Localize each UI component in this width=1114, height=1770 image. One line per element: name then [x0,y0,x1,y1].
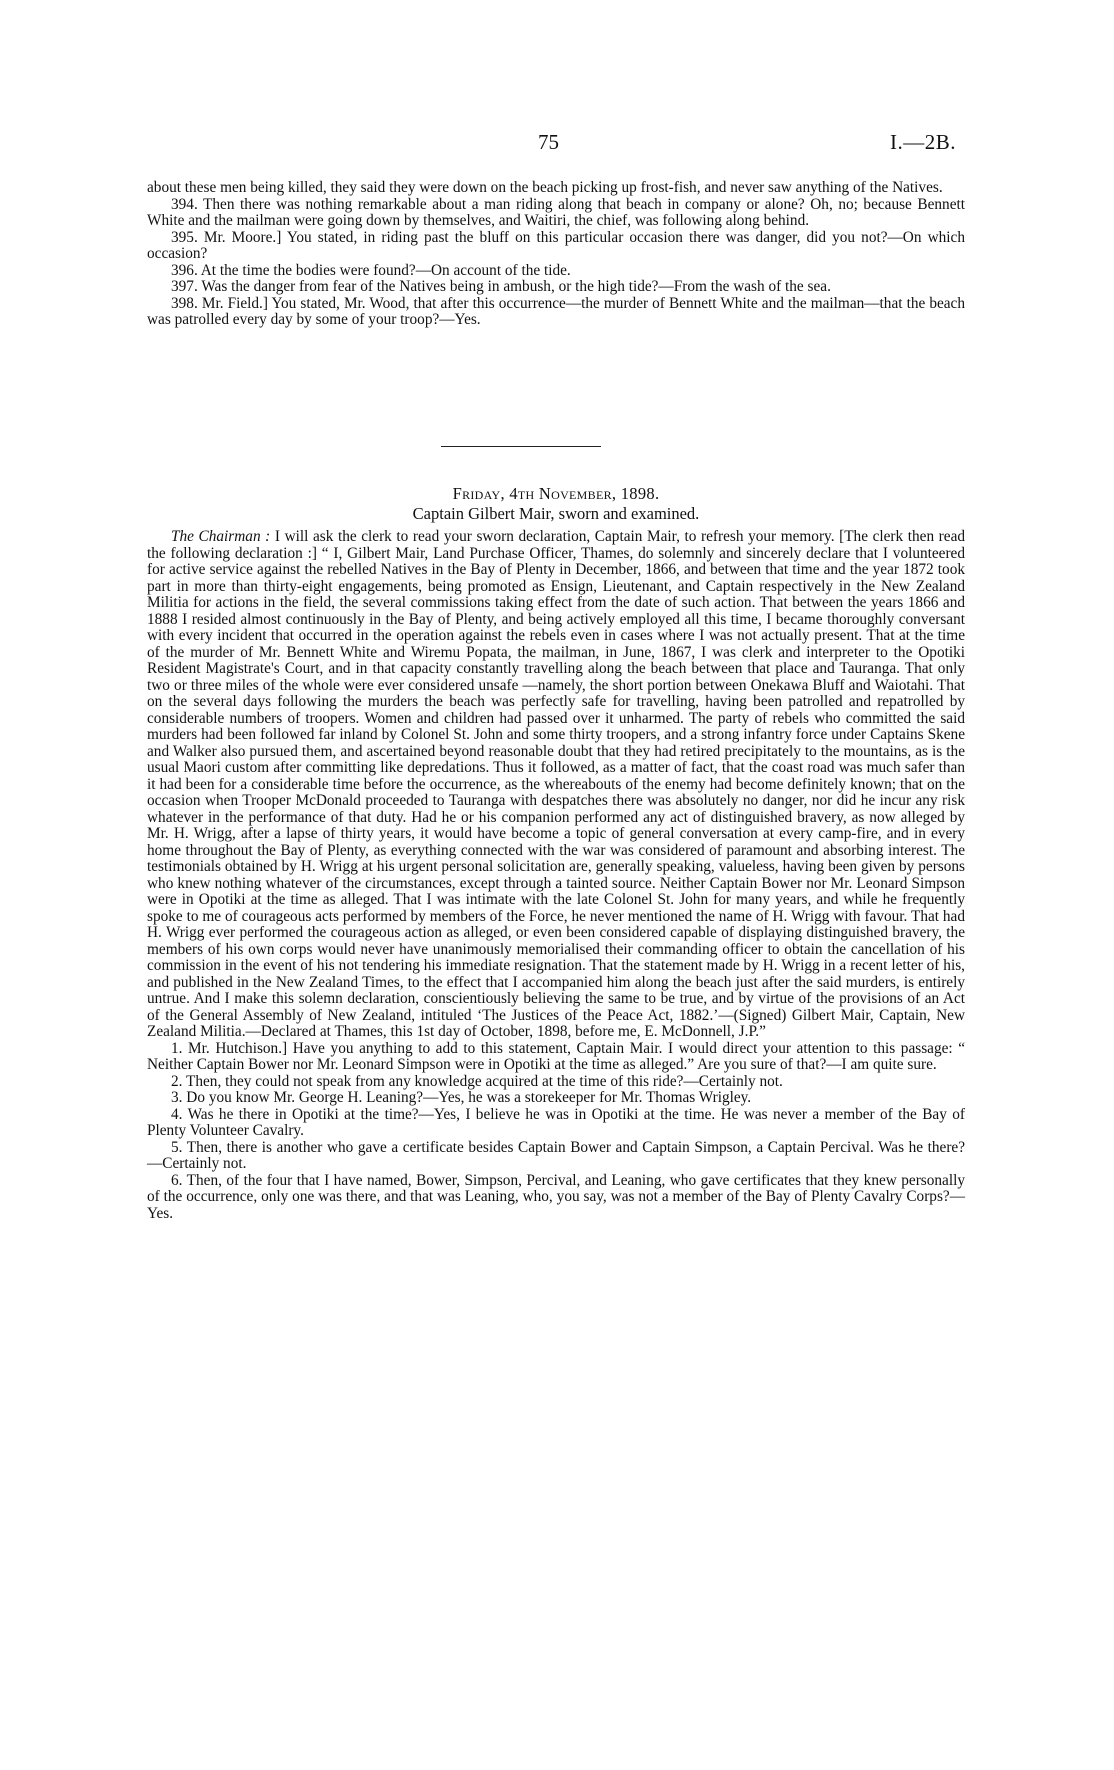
paragraph: 397. Was the danger from fear of the Natives being in ambush, or the high tide?—From the wash of the sea. [171,278,831,295]
question: 1. Mr. Hutchison.] Have you anything to add to this statement, Captain Mair. I would direct your attention to this passage: “ Neither Captain Bower nor Mr. Leonard Simpson were in Opotiki at the time as alleged.” Are you sure of that?—I am quite sure. [147,1039,965,1073]
paragraph: 394. Then there was nothing remarkable about a man riding along that beach in company or alone? Oh, no; because Bennett White and the mailman were going down by themselves, and Waitiri, the chief, was following along behind. [147,195,965,229]
page-number: 75 [538,130,559,154]
question: 3. Do you know Mr. George H. Leaning?—Yes, he was a storekeeper for Mr. Thomas Wrigley. [171,1089,752,1106]
witness-heading: Captain Gilbert Mair, sworn and examined. [412,504,700,523]
section-divider [441,446,601,447]
declaration-text: I will ask the clerk to read your sworn declaration, Captain Mair, to refresh your memory. [The clerk then read the following declaration :] “ I, Gilbert Mair, Land Purchase Officer, Thames, do solemnly and sincerely declare that I volunteered for active service against the rebelled Natives in the Bay of Plenty in December, 1866, and between that time and the year 1872 took part in more than thirty-eight engagements, being promoted as Ensign, Lieutenant, and Captain respectively in the New Zealand Militia for actions in the field, the several commissions taking effect from the date of such action. That between the years 1866 and 1888 I resided almost continuously in the Bay of Plenty, and being actively employed all this time, I became thoroughly conversant with every incident that occurred in the operation against the rebels even in cases where I was not actually present. That at the time of the murder of Mr. Bennett White and Wiremu Popata, the mailman, in June, 1867, I was clerk and interpreter to the Opotiki Resident Magistrate's Court, and in that capacity constantly travelling along the beach between that place and Tauranga. That only two or three miles of the whole were ever considered unsafe —namely, the short portion between Onekawa Bluff and Waiotahi. That on the several days following the murders the beach was perfectly safe for travelling, having been patrolled and repatrolled by considerable numbers of troopers. Women and children had passed over it unharmed. The party of rebels who committed the said murders had been followed far inland by Colonel St. John and some thirty troopers, and a strong infantry force under Captains Skene and Walker also pursued them, and ascertained beyond reasonable doubt that they had retired precipitately to the mountains, as is the usual Maori custom after committing like depredations. Thus it followed, as a matter of fact, that the coast road was much safer than it had been for a considerable time before the occurrence, as the whereabouts of the enemy had become definitely known; that on the occasion when Trooper McDonald proceeded to Tauranga with despatches there was absolutely no danger, nor did he incur any risk whatever in the performance of that duty. Had he or his companion performed any act of distinguished bravery, as now alleged by Mr. H. Wrigg, after a lapse of thirty years, it would have become a topic of general conversation at every camp-fire, and in every home throughout the Bay of Plenty, as everything connected with the war was considered of paramount and absorbing interest. The testimonials obtained by H. Wrigg at his urgent personal solicitation are, generally speaking, valueless, having been given by persons who knew nothing whatever of the circumstances, except through a tainted source. Neither Captain Bower nor Mr. Leonard Simpson were in Opotiki at the time as alleged. That I was intimate with the late Colonel St. John for many years, and while he frequently spoke to me of courageous acts performed by members of the Force, he never mentioned the name of H. Wrigg with favour. That had H. Wrigg ever performed the courageous action as alleged, or even been considered capable of displaying distinguished bravery, the members of his own corps would never have unanimously memorialised their commanding officer to obtain the cancellation of his commission in the event of his not tendering his immediate resignation. That the statement made by H. Wrigg in a recent letter of his, and published in the New Zealand Times, to the effect that I accompanied him along the beach just after the said murders, is entirely untrue. And I make this solemn declaration, conscientiously believing the same to be true, and by virtue of the provisions of an Act of the General Assembly of New Zealand, intituled ‘The Justices of the Peace Act, 1882.’—(Signed) Gilbert Mair, Captain, New Zealand Militia.—Declared at Thames, this 1st day of October, 1898, before me, E. McDonnell, J.P.” [147,528,966,1040]
speaker-label: The Chairman : [171,528,271,545]
question: 2. Then, they could not speak from any knowledge acquired at the time of this ride?—Certainly not. [171,1072,783,1090]
session-heading [147,484,965,524]
paper-code: I.—2B. [890,130,956,154]
paragraph: 395. Mr. Moore.] You stated, in riding past the bluff on this particular occasion there was danger, did you not?—On which occasion? [147,228,965,262]
paragraph: 396. At the time the bodies were found?—On account of the tide. [171,261,571,279]
paragraph: about these men being killed, they said they were down on the beach picking up frost-fish, and never saw anything of the Natives. [147,179,943,196]
question: 5. Then, there is another who gave a certificate besides Captain Bower and Captain Simpson, a Captain Percival. Was he there?—Certainly not. [147,1138,965,1172]
evidence-continuation [147,180,965,329]
paragraph: 398. Mr. Field.] You stated, Mr. Wood, that after this occurrence—the murder of Bennett White and the mailman—that the beach was patrolled every day by some of your troop?—Yes. [147,294,965,328]
question: 6. Then, of the four that I have named, Bower, Simpson, Percival, and Leaning, who gave certificates that they knew personally of the occurrence, only one was there, and that was Leaning, who, you say, was not a member of the Bay of Plenty Cavalry Corps?—Yes. [147,1171,965,1222]
date-heading: Friday, 4th November, 1898. [452,484,660,503]
question: 4. Was he there in Opotiki at the time?—Yes, I believe he was in Opotiki at the time. He was never a member of the Bay of Plenty Volunteer Cavalry. [147,1105,965,1139]
declaration-paragraph [147,529,965,1041]
declaration-and-questions [147,529,965,1222]
